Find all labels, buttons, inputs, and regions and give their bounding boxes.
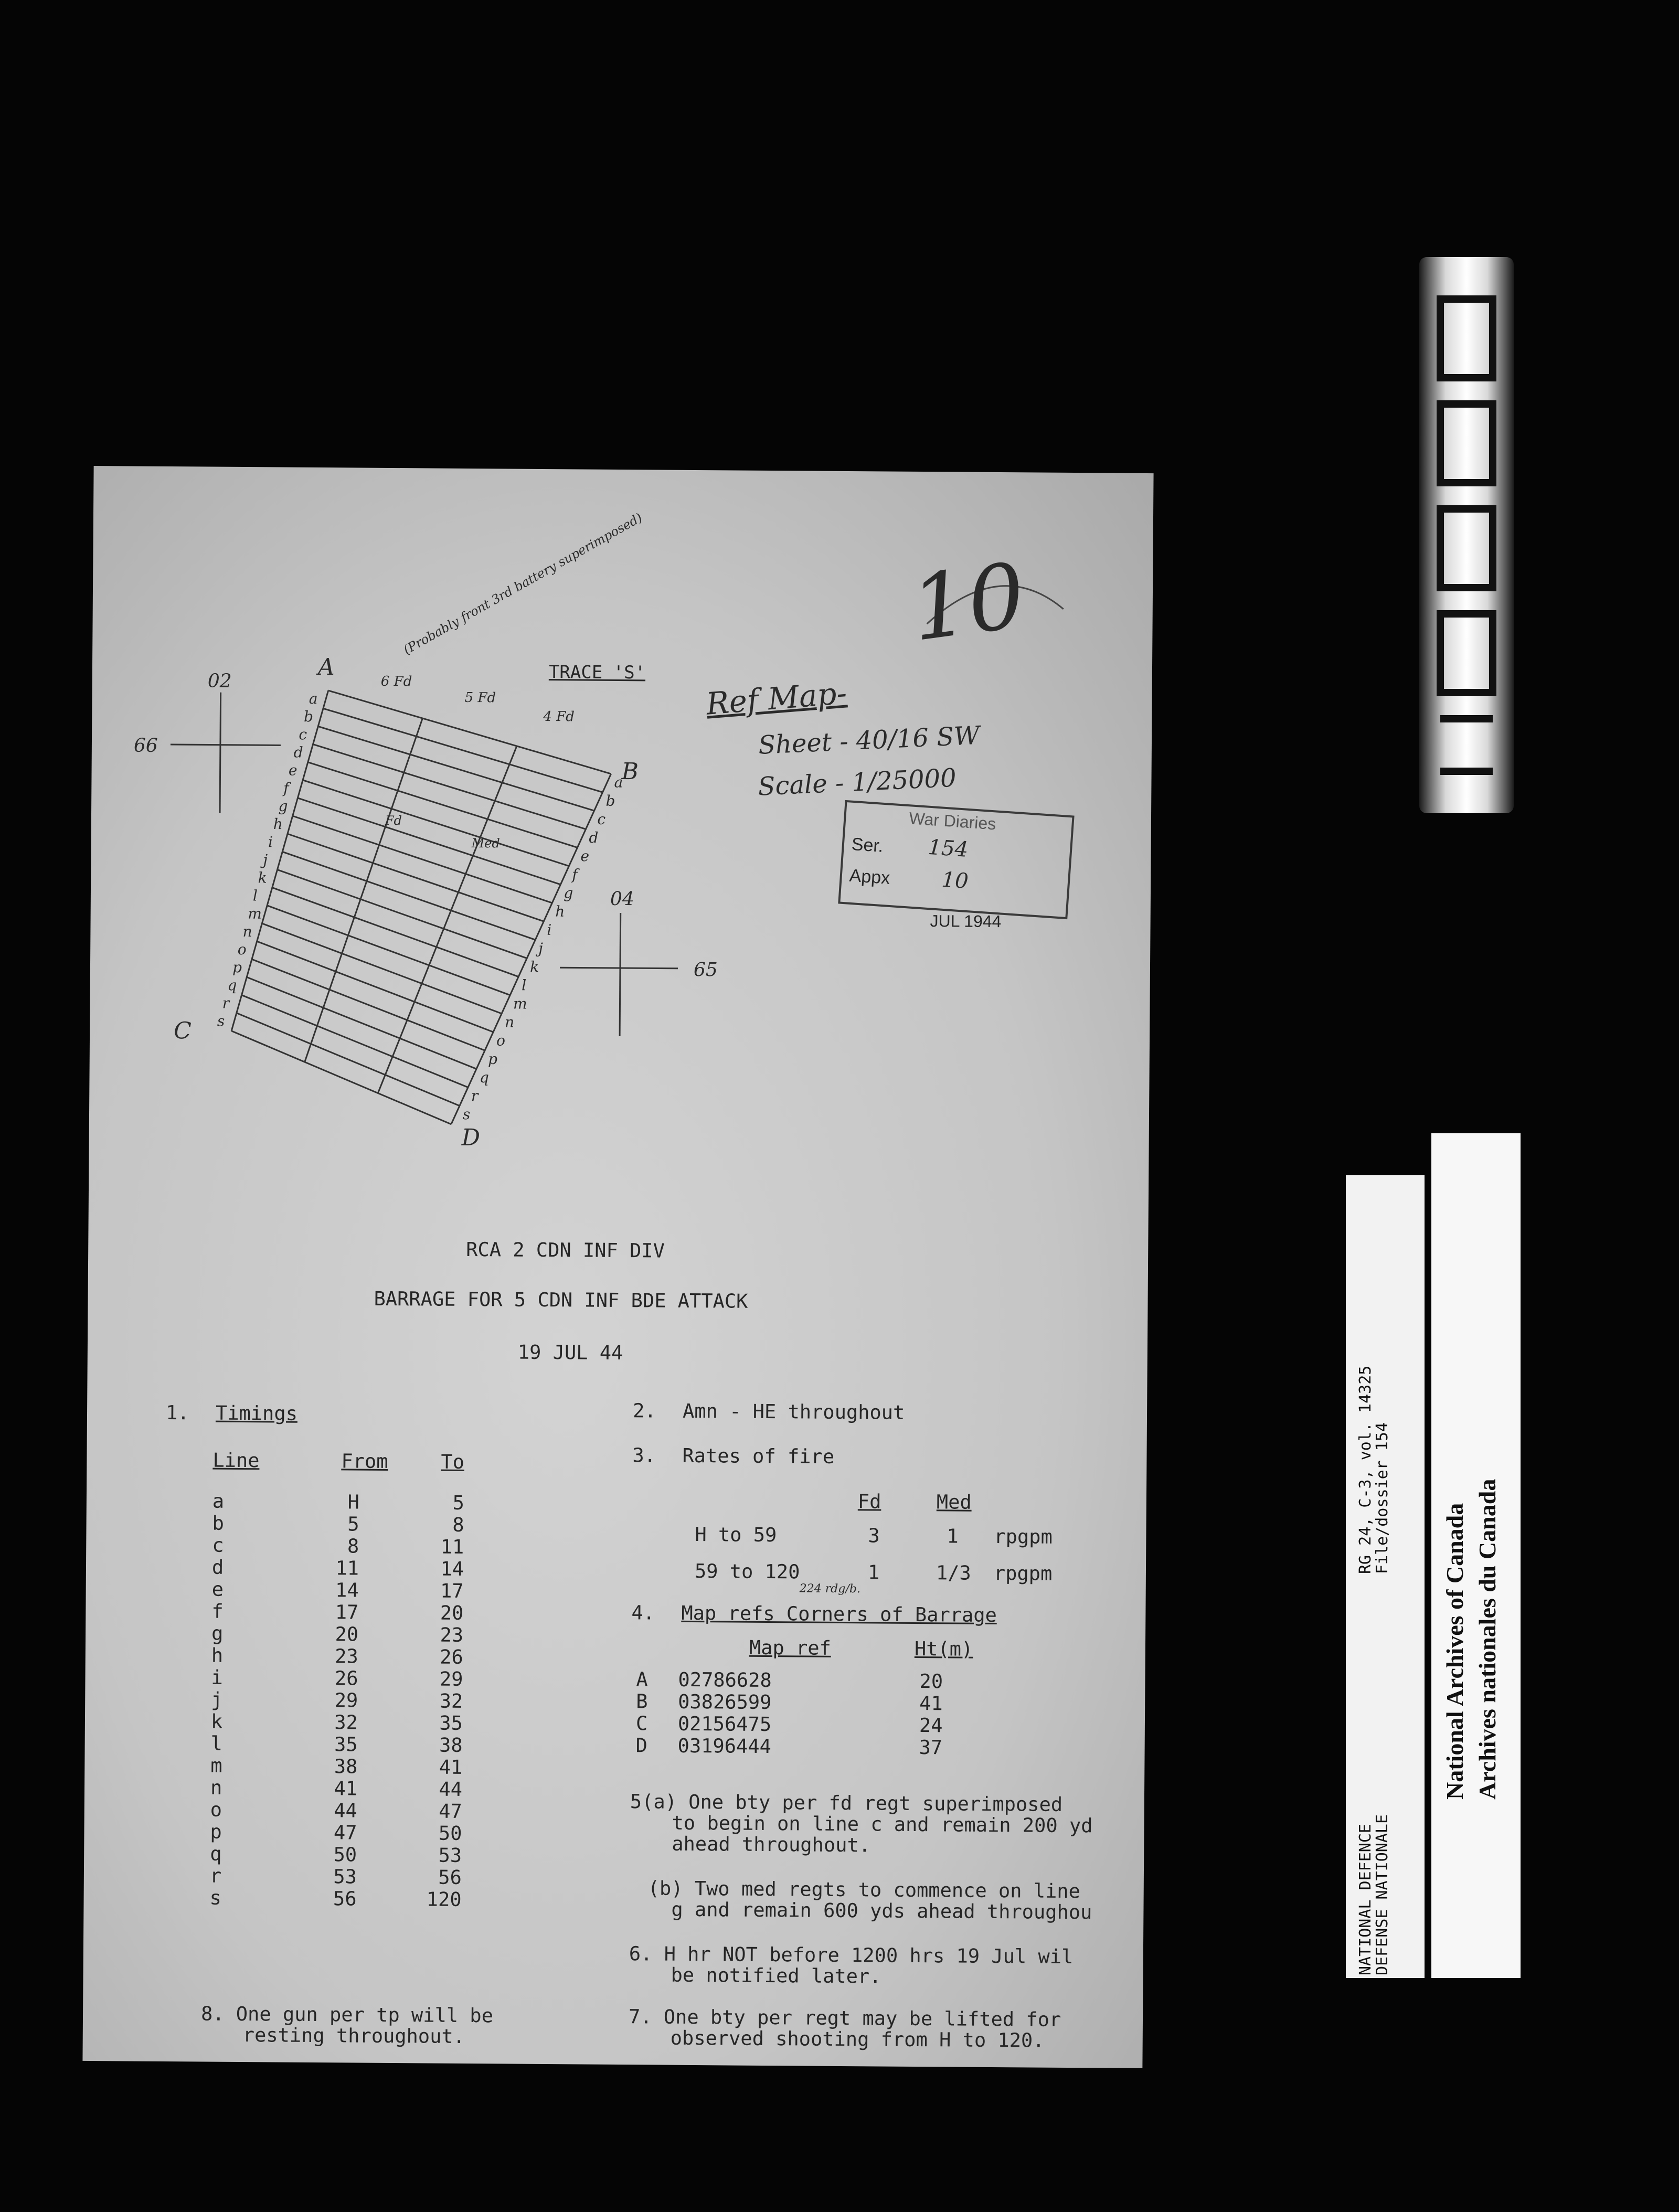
timing-line: s	[209, 1886, 222, 1909]
stamp-ser-label: Ser.	[851, 834, 884, 856]
line-letter: q	[479, 1068, 490, 1087]
mapref-corner: B	[636, 1690, 648, 1713]
timing-to: 11	[440, 1535, 464, 1558]
timing-from: 17	[335, 1601, 359, 1624]
line-letter: r	[222, 994, 230, 1012]
column-label: 5 Fd	[464, 689, 496, 706]
maprefs-number: 4.	[631, 1601, 655, 1624]
timing-to: 8	[452, 1513, 464, 1536]
line-letter: j	[538, 939, 544, 957]
trace-edge	[231, 1031, 452, 1124]
ref-map-scale: Scale - 1/25000	[757, 763, 957, 802]
timing-line: j	[211, 1688, 223, 1711]
line-letter: k	[530, 958, 539, 976]
note-5b: g and remain 600 yds ahead throughou	[671, 1898, 1092, 1924]
rates-header-fd: Fd	[857, 1490, 881, 1513]
barrage-line	[292, 816, 553, 903]
line-letters-right	[463, 773, 623, 1124]
column-label: 4 Fd	[543, 708, 575, 725]
timing-line: q	[210, 1842, 222, 1865]
line-letter: o	[237, 940, 247, 959]
mapref-corner: A	[636, 1668, 648, 1691]
line-letter: n	[504, 1013, 515, 1031]
timing-row	[211, 1644, 568, 1669]
mapref-height: 37	[919, 1736, 943, 1759]
mapref-height: 20	[919, 1670, 943, 1693]
ref-map-sheet: Sheet - 40/16 SW	[757, 720, 981, 760]
timing-line: b	[212, 1512, 225, 1535]
timings-number: 1.	[165, 1401, 189, 1424]
note-8: 8. One gun per tp will be	[200, 2002, 494, 2027]
timing-line: n	[210, 1776, 222, 1799]
timings-header-line: Line	[212, 1449, 260, 1472]
maprefs-title: Map refs Corners of Barrage	[681, 1601, 997, 1627]
rate-note: 224 rdg/b.	[799, 1582, 860, 1596]
timing-from: 32	[334, 1711, 358, 1734]
maprefs-header-ref: Map ref	[749, 1636, 832, 1660]
mapref-grid: 03196444	[677, 1734, 771, 1758]
timing-to: 50	[438, 1822, 462, 1845]
ref-map-title: Ref Map-	[705, 675, 848, 722]
line-letter: m	[248, 905, 262, 922]
line-letter: g	[564, 884, 573, 902]
mapref-row	[636, 1712, 1003, 1737]
timing-row	[212, 1512, 569, 1537]
line-letter: f	[283, 779, 289, 797]
timing-line: i	[211, 1666, 223, 1689]
timing-row	[209, 1887, 566, 1911]
grid-northing-label: 66	[133, 735, 158, 757]
inner-label-med: Med	[471, 836, 500, 851]
note-5a: 5(a) One bty per fd regt superimposed	[630, 1790, 1063, 1816]
timing-to: 41	[439, 1756, 463, 1779]
regiment-boundary	[305, 718, 423, 1063]
timing-to: 23	[440, 1623, 464, 1646]
timing-row	[212, 1556, 569, 1581]
timing-to: 5	[452, 1491, 465, 1514]
timing-to: 44	[439, 1778, 463, 1801]
barrage-line	[277, 870, 527, 959]
timing-to: 56	[438, 1866, 462, 1889]
line-letter: d	[293, 743, 303, 761]
archives-name-en: National Archives of Canada	[1441, 1503, 1468, 1800]
note-8: resting throughout.	[242, 2024, 465, 2048]
timing-from: 14	[335, 1579, 359, 1602]
trace-grid	[231, 690, 612, 1125]
timing-line: h	[211, 1644, 224, 1667]
timing-row	[210, 1777, 567, 1801]
heading-date: 19 JUL 44	[517, 1341, 623, 1365]
line-letter: c	[597, 810, 606, 828]
timings-header-to: To	[441, 1450, 465, 1473]
timing-from: 38	[334, 1755, 358, 1778]
rates-number: 3.	[632, 1444, 656, 1467]
timing-line: p	[210, 1820, 222, 1843]
line-letter: e	[288, 761, 297, 779]
timing-from: 11	[335, 1557, 359, 1580]
mapref-corner: D	[635, 1734, 648, 1757]
trace-edge	[451, 773, 611, 1125]
line-letter: q	[227, 976, 237, 994]
timing-to: 26	[440, 1645, 463, 1668]
line-letter: i	[547, 921, 552, 939]
line-letter: e	[580, 847, 590, 865]
timings-header-from: From	[341, 1450, 388, 1473]
defence-label-fr: DEFENSE NATIONALE	[1373, 1814, 1391, 1975]
rates-row-period: 59 to 120	[694, 1560, 800, 1583]
note-7: 7. One bty per regt may be lifted for	[628, 2005, 1061, 2031]
line-letter: o	[496, 1031, 506, 1049]
timing-to: 14	[440, 1557, 464, 1580]
timing-to: 17	[440, 1579, 464, 1602]
document-sheet	[82, 466, 1153, 2068]
note-5a: to begin on line c and remain 200 yd	[672, 1811, 1093, 1837]
line-letter: a	[309, 689, 318, 708]
mapref-grid: 02786628	[678, 1668, 772, 1692]
timing-from: 47	[333, 1821, 357, 1844]
line-letter: h	[555, 902, 565, 920]
timing-from: 35	[334, 1733, 358, 1756]
line-letter: k	[258, 869, 267, 887]
file-dossier-reference: File/dossier 154	[1373, 1422, 1391, 1574]
line-letter: m	[513, 995, 527, 1013]
timing-row	[212, 1578, 569, 1603]
maprefs-header-ht: Ht(m)	[914, 1637, 973, 1661]
timing-row	[210, 1821, 567, 1845]
timing-row	[210, 1732, 567, 1757]
ammn-text: Amn - HE throughout	[682, 1399, 905, 1424]
line-letter: p	[487, 1050, 498, 1068]
timing-from: 26	[334, 1667, 358, 1690]
mapref-grid: 03826599	[678, 1690, 772, 1714]
ammn-number: 2.	[632, 1399, 656, 1422]
stamp-ser-value: 154	[927, 835, 969, 862]
timing-line: r	[209, 1864, 222, 1887]
timing-line: g	[211, 1622, 224, 1645]
note-6: be notified later.	[671, 1963, 881, 1988]
heading-unit: RCA 2 CDN INF DIV	[466, 1238, 665, 1262]
timing-from: H	[347, 1491, 360, 1514]
line-letter: g	[278, 797, 288, 815]
rates-row-period: H to 59	[695, 1523, 777, 1547]
timing-row	[211, 1710, 568, 1735]
timing-line: d	[211, 1556, 224, 1579]
mapref-corner: C	[635, 1712, 648, 1735]
timing-to: 35	[439, 1711, 463, 1735]
stamp-title: War Diaries	[908, 809, 997, 834]
line-letter: b	[605, 792, 615, 810]
rates-header-med: Med	[936, 1491, 972, 1514]
line-letter: r	[471, 1087, 479, 1105]
rates-row-med: 1	[947, 1525, 959, 1548]
barrage-line	[297, 798, 561, 885]
note-5b: (b) Two med regts to commence on line	[647, 1877, 1081, 1903]
archive-label-reference	[1346, 1175, 1425, 1978]
line-letter: c	[299, 726, 307, 743]
timing-row	[212, 1534, 569, 1559]
timing-from: 44	[334, 1799, 357, 1822]
record-group-reference: RG 24, C-3, vol. 14325	[1356, 1365, 1375, 1574]
timing-line: o	[210, 1798, 222, 1821]
stamp-appx-value: 10	[941, 867, 970, 894]
mapref-row	[636, 1668, 1003, 1693]
timing-to: 38	[439, 1734, 463, 1757]
timing-to: 29	[439, 1667, 463, 1690]
inner-label-fd: Fd	[385, 813, 402, 828]
line-letter: s	[217, 1012, 225, 1030]
note-7: observed shooting from H to 120.	[670, 2026, 1045, 2052]
defence-label-en: NATIONAL DEFENCE	[1356, 1824, 1375, 1975]
timing-to: 120	[426, 1888, 462, 1911]
rates-row-med: 1/3	[936, 1561, 971, 1584]
timing-row	[212, 1490, 569, 1515]
note-6: 6. H hr NOT before 1200 hrs 19 Jul wil	[629, 1942, 1074, 1969]
mapref-row	[635, 1734, 1003, 1759]
timing-from: 53	[333, 1865, 357, 1888]
rates-row-unit: rpgpm	[994, 1525, 1053, 1548]
line-letter: f	[572, 866, 578, 884]
battery-note: (Probably front 3rd battery superimposed)	[401, 510, 645, 657]
line-letter: l	[252, 887, 258, 905]
timing-from: 23	[335, 1645, 358, 1668]
timing-row	[210, 1843, 567, 1867]
grid-easting-label: 04	[610, 888, 634, 910]
timing-to: 20	[440, 1601, 464, 1624]
trace-edge	[231, 690, 328, 1031]
mapref-grid: 02156475	[677, 1712, 772, 1736]
timing-from: 29	[334, 1689, 358, 1712]
line-letter: d	[589, 829, 599, 847]
corner-label-d: D	[461, 1124, 481, 1152]
timing-to: 32	[439, 1689, 463, 1713]
trace-title: TRACE 'S'	[548, 662, 646, 684]
grid-northing-label: 65	[693, 959, 718, 981]
timing-row	[211, 1600, 568, 1625]
grid-easting-label: 02	[207, 670, 232, 692]
war-diaries-stamp	[838, 800, 1074, 919]
frame-number-strip	[1419, 257, 1514, 813]
maprefs-table	[635, 1668, 1003, 1759]
timing-line: e	[211, 1578, 224, 1601]
timing-line: a	[212, 1490, 225, 1513]
timings-title: Timings	[215, 1401, 298, 1425]
corner-label-b: B	[621, 758, 639, 785]
column-label: 6 Fd	[380, 673, 412, 690]
timing-line: f	[211, 1600, 224, 1623]
timing-from: 50	[333, 1843, 357, 1866]
timing-to: 53	[438, 1844, 462, 1867]
timing-line: k	[210, 1710, 223, 1733]
timing-line: c	[212, 1534, 224, 1557]
timing-from: 20	[335, 1623, 359, 1646]
timing-to: 47	[439, 1800, 462, 1823]
heading-barrage: BARRAGE FOR 5 CDN INF BDE ATTACK	[374, 1287, 748, 1313]
barrage-line	[282, 852, 536, 940]
line-letter: l	[522, 976, 527, 994]
mapref-height: 41	[919, 1692, 943, 1715]
line-letter: b	[303, 708, 314, 726]
page-number: 10	[905, 544, 1032, 662]
rates-row-fd: 1	[867, 1561, 880, 1584]
timing-row	[211, 1688, 568, 1713]
line-letter: j	[263, 851, 268, 869]
line-letter: n	[242, 922, 252, 940]
timing-row	[210, 1865, 567, 1889]
timing-from: 56	[333, 1887, 357, 1910]
timing-row	[211, 1666, 568, 1691]
note-5a: ahead throughout.	[672, 1832, 871, 1857]
corner-label-a: A	[317, 653, 335, 681]
line-letter: a	[614, 773, 623, 791]
frame-number	[1419, 257, 1514, 813]
timing-row	[211, 1622, 568, 1647]
line-letter: h	[273, 815, 283, 833]
timing-row	[210, 1754, 567, 1779]
timing-line: l	[210, 1732, 223, 1755]
timing-from: 8	[347, 1535, 359, 1558]
mapref-height: 24	[919, 1714, 943, 1737]
stamp-appx-label: Appx	[848, 865, 891, 888]
line-letter: s	[462, 1105, 471, 1123]
timing-from: 41	[334, 1777, 358, 1800]
timing-from: 5	[347, 1513, 359, 1536]
rates-row-unit: rpgpm	[993, 1562, 1053, 1585]
rates-title: Rates of fire	[682, 1444, 835, 1468]
line-letter: p	[232, 959, 242, 976]
rates-row-fd: 3	[868, 1524, 880, 1547]
timing-row	[210, 1799, 567, 1823]
timing-line: m	[210, 1754, 222, 1777]
archive-label-institution	[1431, 1133, 1521, 1978]
stamp-date: JUL 1944	[930, 911, 1002, 931]
archives-name-fr: Archives nationales du Canada	[1474, 1479, 1501, 1800]
line-letter: i	[268, 833, 273, 851]
corner-label-c: C	[173, 1017, 192, 1045]
timings-table	[209, 1490, 569, 1911]
barrage-line	[287, 834, 545, 921]
mapref-row	[636, 1690, 1003, 1715]
